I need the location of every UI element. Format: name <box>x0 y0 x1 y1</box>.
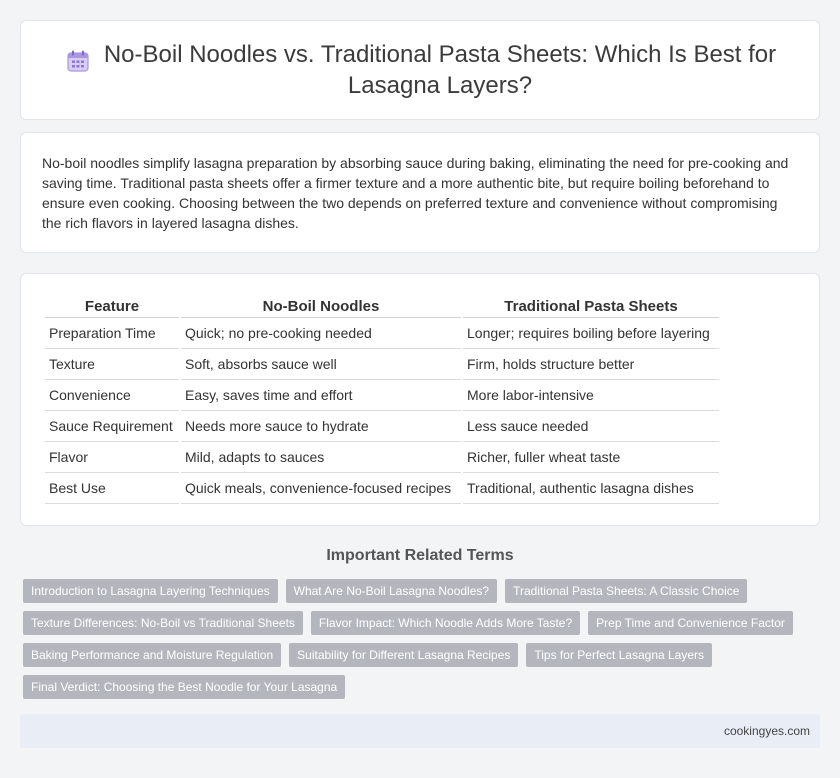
feature-cell: Sauce Requirement <box>45 411 179 442</box>
feature-cell: Preparation Time <box>45 318 179 349</box>
traditional-cell: More labor-intensive <box>463 380 719 411</box>
related-terms-list <box>23 579 823 707</box>
header-traditional: Traditional Pasta Sheets <box>463 296 719 318</box>
traditional-cell: Firm, holds structure better <box>463 349 719 380</box>
feature-cell: Texture <box>45 349 179 380</box>
table-header-row <box>45 296 719 318</box>
related-term-tag[interactable]: Suitability for Different Lasagna Recipes <box>289 643 518 667</box>
comparison-table <box>43 296 721 504</box>
title-card <box>20 20 820 120</box>
table-row <box>45 349 719 380</box>
related-term-tag[interactable]: Prep Time and Convenience Factor <box>588 611 793 635</box>
table-row <box>45 380 719 411</box>
related-term-tag[interactable]: Tips for Perfect Lasagna Layers <box>526 643 712 667</box>
page-title: No-Boil Noodles vs. Traditional Pasta Sheets: Which Is Best for Lasagna Layers? <box>103 41 777 99</box>
table-row <box>45 442 719 473</box>
intro-paragraph: No-boil noodles simplify lasagna preparation by absorbing sauce during baking, eliminating the need for pre-cooking and saving time. Traditional pasta sheets offer a firmer texture and a more authentic bite, but require boiling beforehand to ensure even cooking. Choosing between the two depends on preferred texture and convenience without compromising the rich flavors in layered lasagna dishes. <box>42 155 789 231</box>
comparison-card <box>20 273 820 526</box>
related-term-tag[interactable]: Texture Differences: No-Boil vs Traditional Sheets <box>23 611 303 635</box>
related-terms-heading: Important Related Terms <box>326 547 514 564</box>
traditional-cell: Traditional, authentic lasagna dishes <box>463 473 719 504</box>
feature-cell: Convenience <box>45 380 179 411</box>
table-row <box>45 318 719 349</box>
no-boil-cell: Soft, absorbs sauce well <box>181 349 461 380</box>
traditional-cell: Richer, fuller wheat taste <box>463 442 719 473</box>
no-boil-cell: Needs more sauce to hydrate <box>181 411 461 442</box>
intro-card <box>20 132 820 253</box>
no-boil-cell: Quick; no pre-cooking needed <box>181 318 461 349</box>
footer-site-link[interactable]: cookingyes.com <box>723 724 810 738</box>
related-term-tag[interactable]: Flavor Impact: Which Noodle Adds More Taste? <box>311 611 580 635</box>
related-term-tag[interactable]: Introduction to Lasagna Layering Techniques <box>23 579 278 603</box>
header-no-boil: No-Boil Noodles <box>181 296 461 318</box>
feature-cell: Flavor <box>45 442 179 473</box>
feature-cell: Best Use <box>45 473 179 504</box>
footer-bar <box>20 714 820 748</box>
related-term-tag[interactable]: Baking Performance and Moisture Regulation <box>23 643 281 667</box>
table-row <box>45 473 719 504</box>
traditional-cell: Less sauce needed <box>463 411 719 442</box>
table-row <box>45 411 719 442</box>
header-feature: Feature <box>45 296 179 318</box>
no-boil-cell: Quick meals, convenience-focused recipes <box>181 473 461 504</box>
traditional-cell: Longer; requires boiling before layering <box>463 318 719 349</box>
no-boil-cell: Mild, adapts to sauces <box>181 442 461 473</box>
related-term-tag[interactable]: Traditional Pasta Sheets: A Classic Choice <box>505 579 747 603</box>
no-boil-cell: Easy, saves time and effort <box>181 380 461 411</box>
related-term-tag[interactable]: Final Verdict: Choosing the Best Noodle for Your Lasagna <box>23 675 345 699</box>
related-term-tag[interactable]: What Are No-Boil Lasagna Noodles? <box>286 579 497 603</box>
